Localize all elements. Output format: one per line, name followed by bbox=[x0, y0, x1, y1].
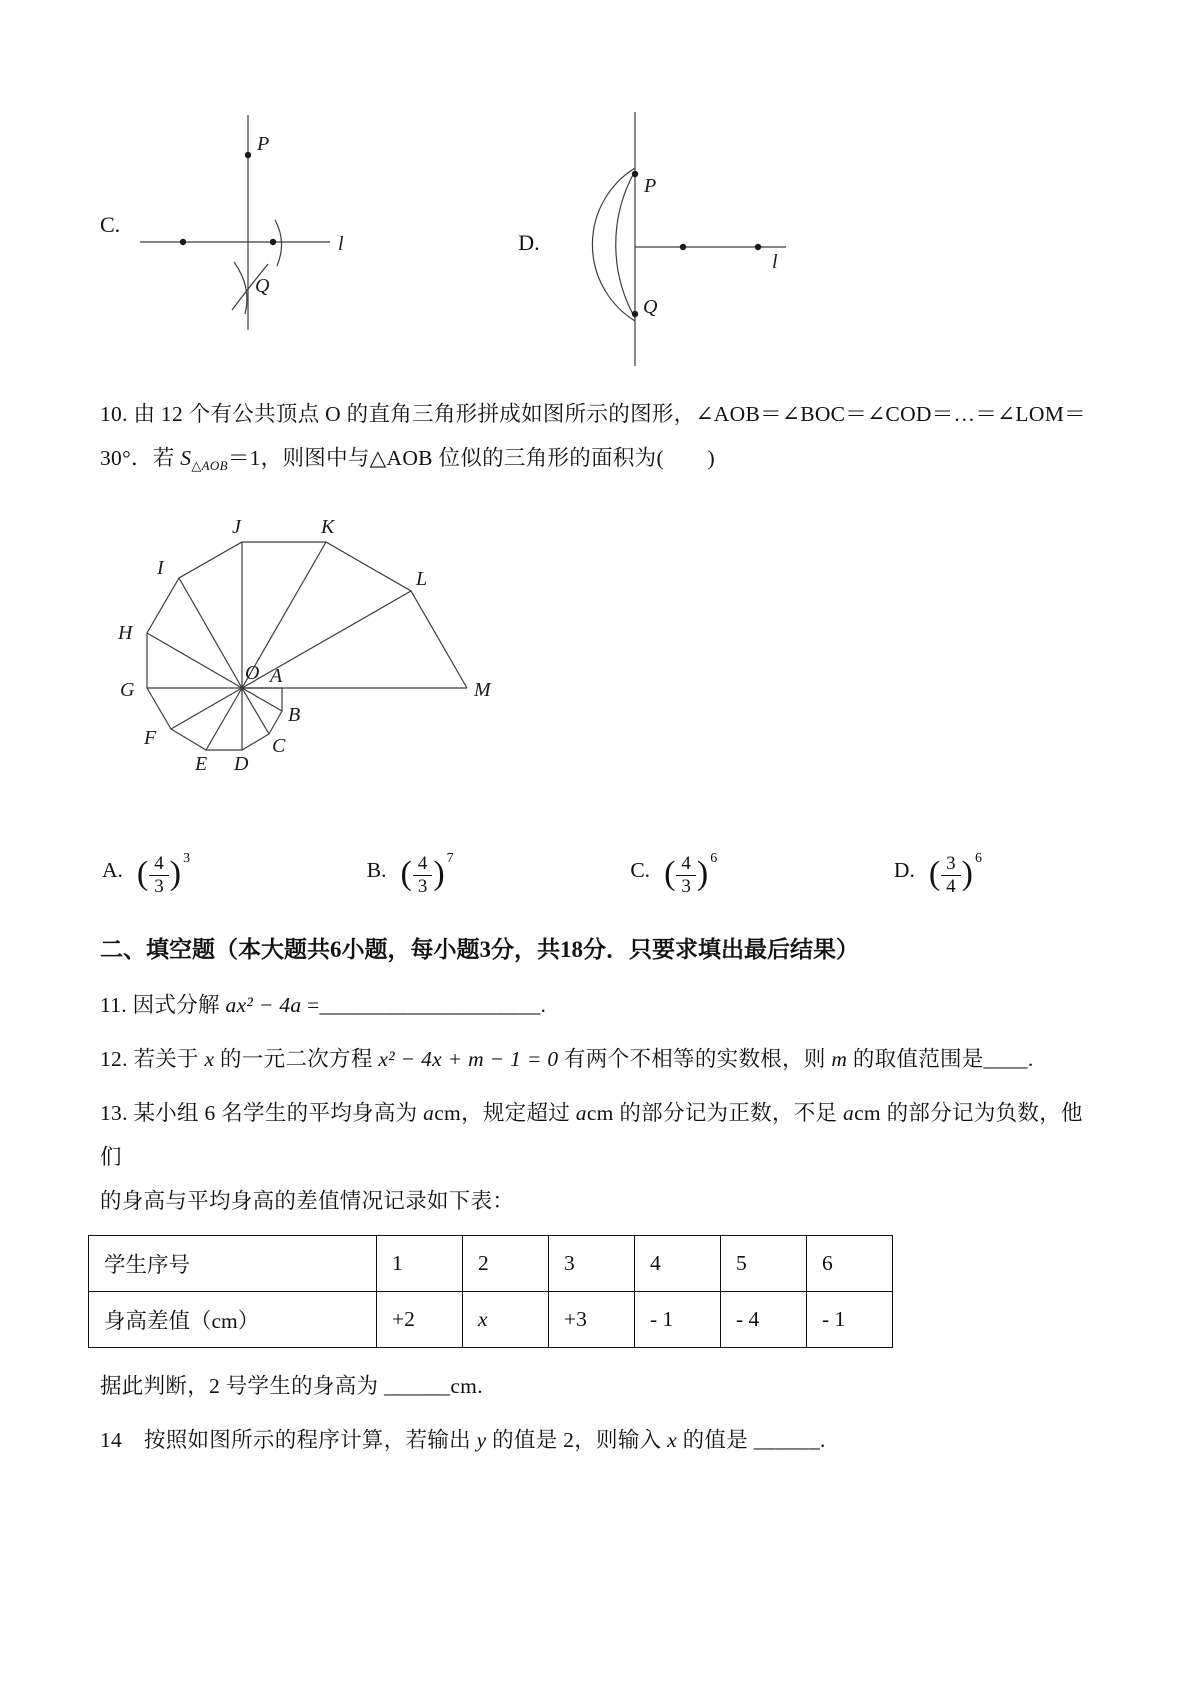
point-p-dot bbox=[631, 171, 637, 177]
compass-point-dot bbox=[754, 244, 760, 250]
answer-blank: ____ bbox=[983, 1047, 1028, 1071]
section-2-title: 二、填空题（本大题共6小题，每小题3分，共18分．只要求填出最后结果） bbox=[100, 937, 859, 962]
open-paren: ( bbox=[928, 854, 941, 892]
fraction-numerator: 3 bbox=[941, 853, 961, 876]
question-14 bbox=[100, 1418, 1100, 1462]
fraction-numerator: 4 bbox=[149, 853, 169, 876]
exponent: 6 bbox=[710, 850, 718, 866]
construction-arc bbox=[615, 171, 634, 318]
close-paren: ) bbox=[696, 854, 709, 892]
question-13 bbox=[100, 1091, 1100, 1223]
vertex-label-f: F bbox=[144, 727, 157, 749]
construction-figure-d bbox=[548, 110, 793, 370]
variable-a: a bbox=[843, 1101, 855, 1125]
close-paren: ) bbox=[169, 854, 182, 892]
fraction-denominator: 3 bbox=[681, 875, 691, 897]
period: . bbox=[1027, 1047, 1034, 1071]
question-11 bbox=[100, 983, 1100, 1027]
factoring-expression: ax² − 4a bbox=[225, 993, 302, 1017]
question-12 bbox=[100, 1037, 1100, 1081]
table-row bbox=[89, 1236, 893, 1292]
option-c-letter: C. bbox=[630, 857, 651, 882]
question-14-text: 的值是 bbox=[676, 1428, 754, 1452]
vertex-label-h: H bbox=[118, 622, 133, 644]
point-q-label: Q bbox=[255, 275, 270, 297]
construction-figure-c bbox=[128, 110, 368, 345]
variable-a: a bbox=[423, 1101, 435, 1125]
point-q-label: Q bbox=[642, 296, 658, 318]
exponent: 6 bbox=[974, 850, 982, 866]
fraction-numerator: 4 bbox=[413, 853, 433, 876]
question-12-text: 12. 若关于 bbox=[100, 1047, 205, 1071]
point-p-dot bbox=[245, 152, 251, 158]
fraction-denominator: 3 bbox=[154, 875, 164, 897]
vertex-label-k: K bbox=[321, 516, 335, 538]
table-cell: 3 bbox=[549, 1236, 635, 1292]
question-13-text: cm 的部分记为负数，他们 bbox=[100, 1101, 1083, 1169]
table-cell: - 1 bbox=[807, 1292, 893, 1348]
vertex-label-e: E bbox=[195, 753, 208, 775]
answer-figures-row bbox=[100, 110, 1100, 370]
table-cell: +2 bbox=[377, 1292, 463, 1348]
variable-y: y bbox=[476, 1428, 487, 1452]
table-cell: - 4 bbox=[721, 1292, 807, 1348]
table-cell: 1 bbox=[377, 1236, 463, 1292]
vertex-label-a: A bbox=[270, 665, 283, 687]
fraction bbox=[149, 853, 169, 898]
vertex-label-l: L bbox=[416, 568, 428, 590]
open-paren: ( bbox=[136, 854, 149, 892]
quadratic-equation: x² − 4x + m − 1 = 0 bbox=[378, 1047, 559, 1071]
question-10 bbox=[100, 392, 1100, 488]
question-13-line2: 的身高与平均身高的差值情况记录如下表： bbox=[100, 1189, 515, 1213]
exponent: 3 bbox=[183, 850, 191, 866]
spiral-figure-wrap bbox=[100, 506, 1100, 791]
question-12-text: 的一元二次方程 bbox=[214, 1047, 379, 1071]
question-10-line2a: 30°．若 bbox=[100, 446, 181, 470]
point-p-label: P bbox=[257, 133, 270, 155]
vertex-label-j: J bbox=[232, 516, 241, 538]
question-13-text: cm，规定超过 bbox=[434, 1101, 576, 1125]
height-difference-table bbox=[88, 1235, 893, 1348]
table-cell: 4 bbox=[635, 1236, 721, 1292]
question-13-line1 bbox=[100, 1091, 1100, 1179]
question-12-text: 的取值范围是 bbox=[847, 1047, 984, 1071]
table-cell: 6 bbox=[807, 1236, 893, 1292]
table-cell: - 1 bbox=[635, 1292, 721, 1348]
fraction bbox=[413, 853, 433, 898]
question-13-text: cm 的部分记为正数，不足 bbox=[586, 1101, 844, 1125]
equals-sign: = bbox=[301, 993, 320, 1017]
variable-a: a bbox=[575, 1101, 587, 1125]
open-paren: ( bbox=[664, 854, 676, 892]
vertex-label-c: C bbox=[272, 735, 286, 757]
question-11-text: 11. 因式分解 bbox=[100, 993, 226, 1017]
point-q-dot bbox=[631, 311, 637, 317]
fraction-denominator: 4 bbox=[946, 875, 956, 897]
table-cell-x: x bbox=[463, 1292, 549, 1348]
option-b bbox=[366, 850, 454, 898]
vertex-label-g: G bbox=[120, 679, 135, 701]
option-c bbox=[630, 850, 718, 898]
question-14-text: 的值是 2，则输入 bbox=[486, 1428, 668, 1452]
line-l-label: l bbox=[771, 251, 778, 273]
table-cell: 5 bbox=[721, 1236, 807, 1292]
option-d-figure bbox=[518, 110, 792, 370]
question-10-options bbox=[102, 849, 982, 901]
vertex-label-m: M bbox=[474, 679, 491, 701]
fraction-denominator: 3 bbox=[417, 875, 428, 897]
option-d-letter: D. bbox=[893, 857, 915, 882]
table-row bbox=[89, 1292, 893, 1348]
question-13-conclusion bbox=[100, 1364, 1100, 1408]
spiral-triangles-figure bbox=[100, 506, 510, 786]
option-a bbox=[102, 850, 191, 898]
area-symbol: S bbox=[180, 446, 192, 470]
variable-x: x bbox=[204, 1047, 215, 1071]
vertex-label-i: I bbox=[157, 557, 164, 579]
table-cell: +3 bbox=[549, 1292, 635, 1348]
construction-arc bbox=[592, 168, 635, 321]
option-b-letter: B. bbox=[366, 857, 387, 882]
question-13-text: 13. 某小组 6 名学生的平均身高为 bbox=[100, 1101, 424, 1125]
fraction bbox=[676, 853, 696, 898]
fraction bbox=[941, 853, 961, 898]
variable-x: x bbox=[667, 1428, 677, 1452]
open-paren: ( bbox=[400, 854, 412, 892]
construction-arc bbox=[234, 262, 247, 314]
table-cell: 2 bbox=[463, 1236, 549, 1292]
area-symbol-subscript: △AOB bbox=[191, 458, 228, 473]
answer-blank: ______ bbox=[753, 1428, 821, 1452]
fraction-numerator: 4 bbox=[676, 853, 696, 876]
compass-point-dot bbox=[180, 239, 186, 245]
question-13-conclusion-unit: cm. bbox=[450, 1374, 483, 1398]
answer-blank: ______ bbox=[384, 1374, 451, 1398]
vertex-label-b: B bbox=[288, 704, 301, 726]
period: . bbox=[540, 993, 547, 1017]
line-l-label: l bbox=[338, 233, 344, 255]
answer-blank: ____________________ bbox=[319, 993, 541, 1017]
question-10-line2b: ＝1，则图中与△AOB 位似的三角形的面积为( ) bbox=[227, 446, 715, 470]
question-12-text: 有两个不相等的实数根，则 bbox=[558, 1047, 832, 1071]
close-paren: ) bbox=[961, 854, 973, 892]
point-p-label: P bbox=[643, 175, 656, 197]
option-c-figure bbox=[100, 110, 368, 370]
close-paren: ) bbox=[433, 854, 445, 892]
question-14-text: 14 按照如图所示的程序计算，若输出 bbox=[100, 1428, 477, 1452]
period: . bbox=[820, 1428, 826, 1452]
variable-m: m bbox=[831, 1047, 848, 1071]
question-10-line2 bbox=[100, 436, 1100, 488]
option-c-label: C. bbox=[100, 212, 121, 237]
option-d bbox=[893, 850, 982, 898]
exponent: 7 bbox=[446, 850, 454, 866]
option-d-label: D. bbox=[518, 230, 540, 255]
vertex-labels bbox=[117, 516, 492, 775]
compass-point-dot bbox=[679, 244, 685, 250]
compass-point-dot bbox=[270, 239, 276, 245]
option-a-letter: A. bbox=[102, 857, 123, 882]
header-cell: 身高差值（cm） bbox=[89, 1292, 377, 1348]
vertex-label-d: D bbox=[234, 753, 249, 775]
vertex-label-o: O bbox=[245, 662, 260, 684]
header-cell: 学生序号 bbox=[89, 1236, 377, 1292]
question-10-line1: 10. 由 12 个有公共顶点 O 的直角三角形拼成如图所示的图形，∠AOB＝∠BOC＝∠COD＝…＝∠LOM＝ bbox=[100, 402, 1086, 426]
question-13-conclusion-text: 据此判断，2 号学生的身高为 bbox=[100, 1374, 385, 1398]
